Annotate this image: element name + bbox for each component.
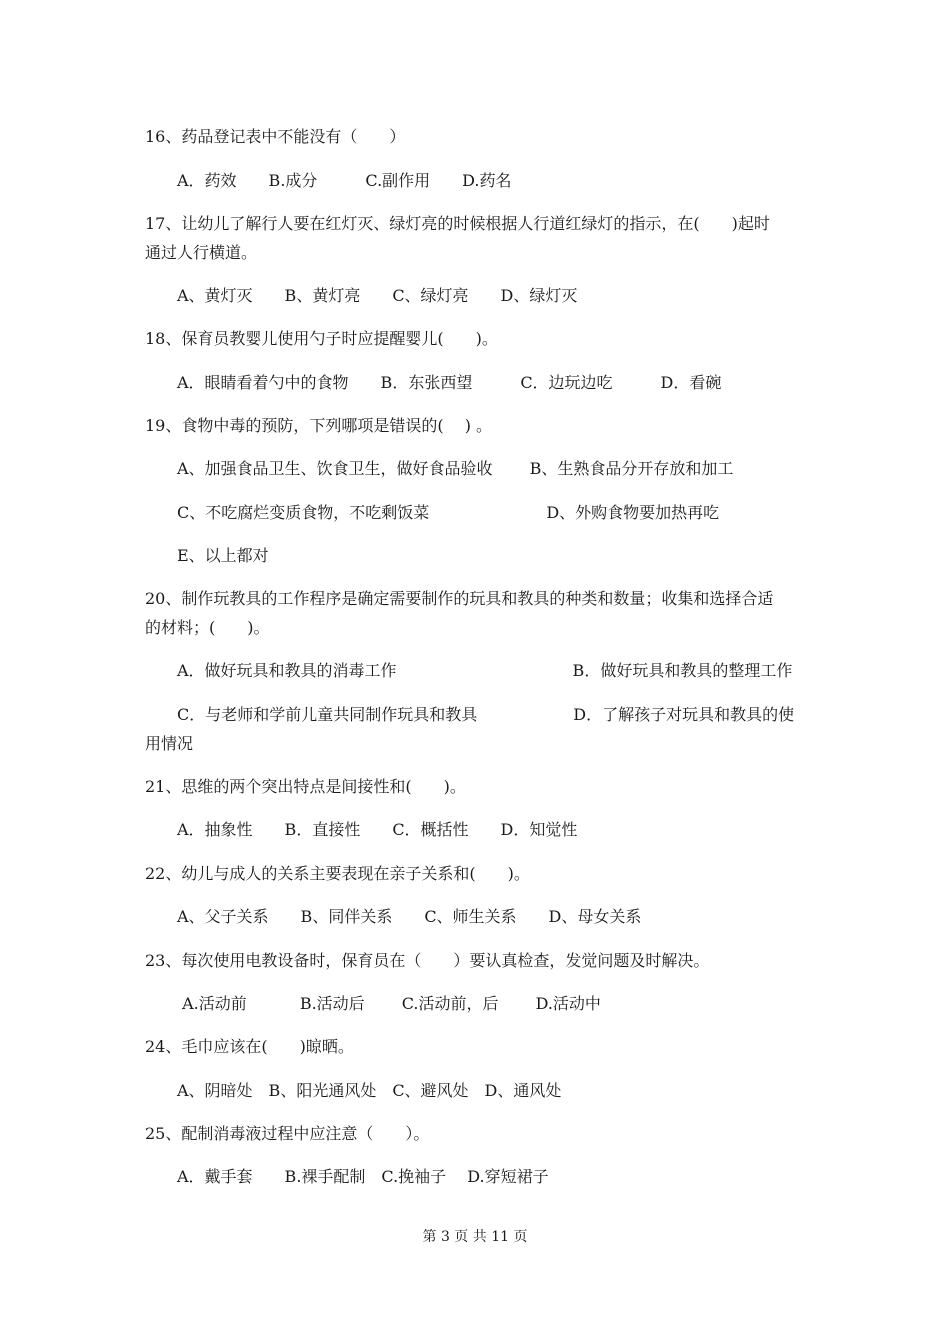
question-21: 21、思维的两个突出特点是间接性和( )。 [145, 777, 466, 796]
question-22: 22、幼儿与成人的关系主要表现在亲子关系和( )。 [145, 864, 530, 883]
question-17-cont: 通过人行横道。 [145, 243, 258, 262]
question-19: 19、食物中毒的预防，下列哪项是错误的( ) 。 [145, 416, 493, 435]
question-16: 16、药品登记表中不能没有（ ） [145, 127, 406, 146]
options-21: A．抽象性 B．直接性 C．概括性 D．知觉性 [177, 820, 578, 839]
options-23: A.活动前 B.活动后 C.活动前，后 D.活动中 [177, 994, 601, 1013]
question-24: 24、毛巾应该在( )晾晒。 [145, 1037, 354, 1056]
options-18: A．眼睛看着勺中的食物 B．东张西望 C．边玩边吃 D．看碗 [177, 373, 722, 392]
options-20-c-d: C．与老师和学前儿童共同制作玩具和教具 D．了解孩子对玩具和教具的使 [177, 705, 795, 724]
question-17: 17、让幼儿了解行人要在红灯灭、绿灯亮的时候根据人行道红绿灯的指示，在( )起时 [145, 214, 770, 233]
question-20: 20、制作玩教具的工作程序是确定需要制作的玩具和教具的种类和数量；收集和选择合适 [145, 589, 774, 608]
options-19-a-b: A、加强食品卫生、饮食卫生，做好食品验收 B、生熟食品分开存放和加工 [177, 459, 734, 478]
question-20-cont: 的材料；( )。 [145, 618, 270, 637]
question-18: 18、保育员教婴儿使用勺子时应提醒婴儿( )。 [145, 329, 498, 348]
options-24: A、阴暗处 B、阳光通风处 C、避风处 D、通风处 [177, 1081, 562, 1100]
options-25: A．戴手套 B.裸手配制 C.挽袖子 D.穿短裙子 [177, 1167, 549, 1186]
options-20-cont: 用情况 [145, 734, 194, 753]
options-22: A、父子关系 B、同伴关系 C、师生关系 D、母女关系 [177, 907, 642, 926]
options-19-c-d: C、不吃腐烂变质食物，不吃剩饭菜 D、外购食物要加热再吃 [177, 503, 720, 522]
question-23: 23、每次使用电教设备时，保育员在（ ）要认真检查，发觉问题及时解决。 [145, 951, 710, 970]
options-16: A．药效 B.成分 C.副作用 D.药名 [177, 171, 512, 190]
question-25: 25、配制消毒液过程中应注意（ ）。 [145, 1124, 430, 1143]
options-19-e: E、以上都对 [177, 546, 269, 565]
page-footer: 第 3 页 共 11 页 [422, 1229, 528, 1245]
options-20-a-b: A．做好玩具和教具的消毒工作 B．做好玩具和教具的整理工作 [177, 661, 793, 680]
options-17: A、黄灯灭 B、黄灯亮 C、绿灯亮 D、绿灯灭 [177, 286, 578, 305]
